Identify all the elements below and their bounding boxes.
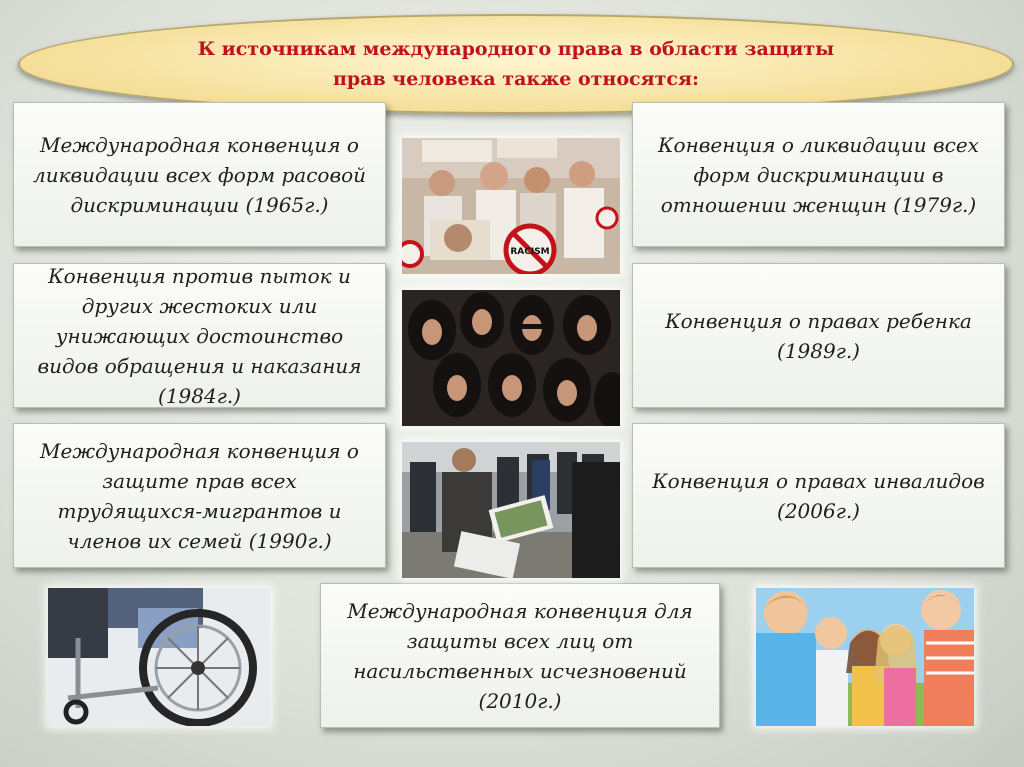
title-text bbox=[166, 34, 866, 94]
convention-rights-of-child bbox=[632, 263, 1005, 408]
title-banner bbox=[18, 14, 1014, 114]
convention-racial-discrimination bbox=[13, 102, 386, 247]
convention-women-discrimination bbox=[632, 102, 1005, 247]
title-line-1: К источникам международного права в области защиты bbox=[197, 38, 835, 60]
photo-migrant-workers bbox=[402, 442, 620, 578]
convention-against-torture bbox=[13, 263, 386, 408]
convention-text: Конвенция о правах ребенка (1989г.) bbox=[665, 308, 972, 363]
racism-sign-text: RACISM bbox=[510, 247, 550, 257]
convention-migrant-workers bbox=[13, 423, 386, 568]
convention-text: Международная конвенция о защите прав всех трудящихся-мигрантов и членов их семей (1990г.) bbox=[40, 438, 359, 553]
convention-text: Международная конвенция о ликвидации всех форм расовой дискриминации (1965г.) bbox=[32, 132, 367, 217]
photo-anti-racism-protest bbox=[402, 138, 620, 274]
photo-wheelchair bbox=[48, 588, 270, 726]
convention-text: Конвенция о ликвидации всех форм дискриминации в отношении женщин (1979г.) bbox=[658, 132, 979, 217]
title-line-2: прав человека также относятся: bbox=[332, 68, 700, 90]
photo-smiling-children bbox=[756, 588, 974, 726]
convention-rights-of-disabled bbox=[632, 423, 1005, 568]
convention-text: Конвенция против пыток и других жестоких или унижающих достоинство видов обращения и наказания (1984г.) bbox=[37, 263, 362, 408]
convention-text: Международная конвенция для защиты всех лиц от насильственных исчезновений (2010г.) bbox=[347, 598, 693, 713]
convention-enforced-disappearance bbox=[320, 583, 720, 728]
photo-women-in-headscarves bbox=[402, 290, 620, 426]
convention-text: Конвенция о правах инвалидов (2006г.) bbox=[652, 468, 985, 523]
